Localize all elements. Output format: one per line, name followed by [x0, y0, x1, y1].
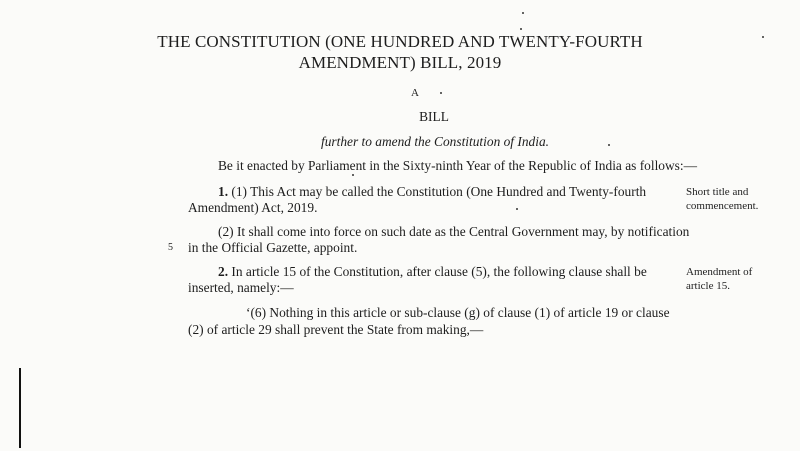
article-a: A	[411, 87, 419, 99]
bill-title-line-2: AMENDMENT) BILL, 2019	[298, 53, 502, 72]
section-2-line-2: inserted, namely:—	[188, 280, 294, 295]
speck	[516, 208, 518, 210]
speck	[762, 36, 764, 38]
section-1-clause-2-line-1: (2) It shall come into force on such date as the Central Government may, by notification	[218, 224, 690, 239]
speck	[522, 12, 524, 14]
section-1-clause-1-line-2: Amendment) Act, 2019.	[188, 200, 318, 215]
section-2-text: In article 15 of the Constitution, after clause (5), the following clause shall be	[231, 264, 647, 279]
clause-6-line-2: (2) of article 29 shall prevent the State from making,—	[188, 322, 484, 337]
section-1-clause-2-line-2: in the Official Gazette, appoint.	[188, 240, 358, 255]
bill-label: BILL	[419, 109, 449, 124]
speck	[520, 28, 522, 30]
margin-note-short-title: Short title and commencement.	[686, 186, 759, 212]
long-title: further to amend the Constitution of India.	[320, 134, 549, 149]
speck	[352, 174, 354, 176]
bill-title-line-1: THE CONSTITUTION (ONE HUNDRED AND TWENTY-FOURTH	[157, 32, 643, 51]
line-number: 5	[168, 242, 173, 253]
speck	[608, 144, 610, 146]
speck	[440, 92, 442, 94]
section-2-line-1	[218, 264, 672, 280]
section-1-clause-1-text: (1) This Act may be called the Constitution (One Hundred and Twenty-fourth	[231, 184, 647, 199]
section-2-number: 2.	[218, 264, 229, 279]
clause-6-line-1: ‘(6) Nothing in this article or sub-clause (g) of clause (1) of article 19 or clause	[246, 305, 670, 320]
section-1-clause-1-line-1	[218, 184, 672, 200]
scan-edge-mark	[19, 368, 21, 448]
enacting-formula: Be it enacted by Parliament in the Sixty-ninth Year of the Republic of India as follows:—	[218, 158, 697, 173]
section-1-number: 1.	[218, 184, 229, 199]
margin-note-amendment: Amendment of article 15.	[686, 266, 753, 292]
